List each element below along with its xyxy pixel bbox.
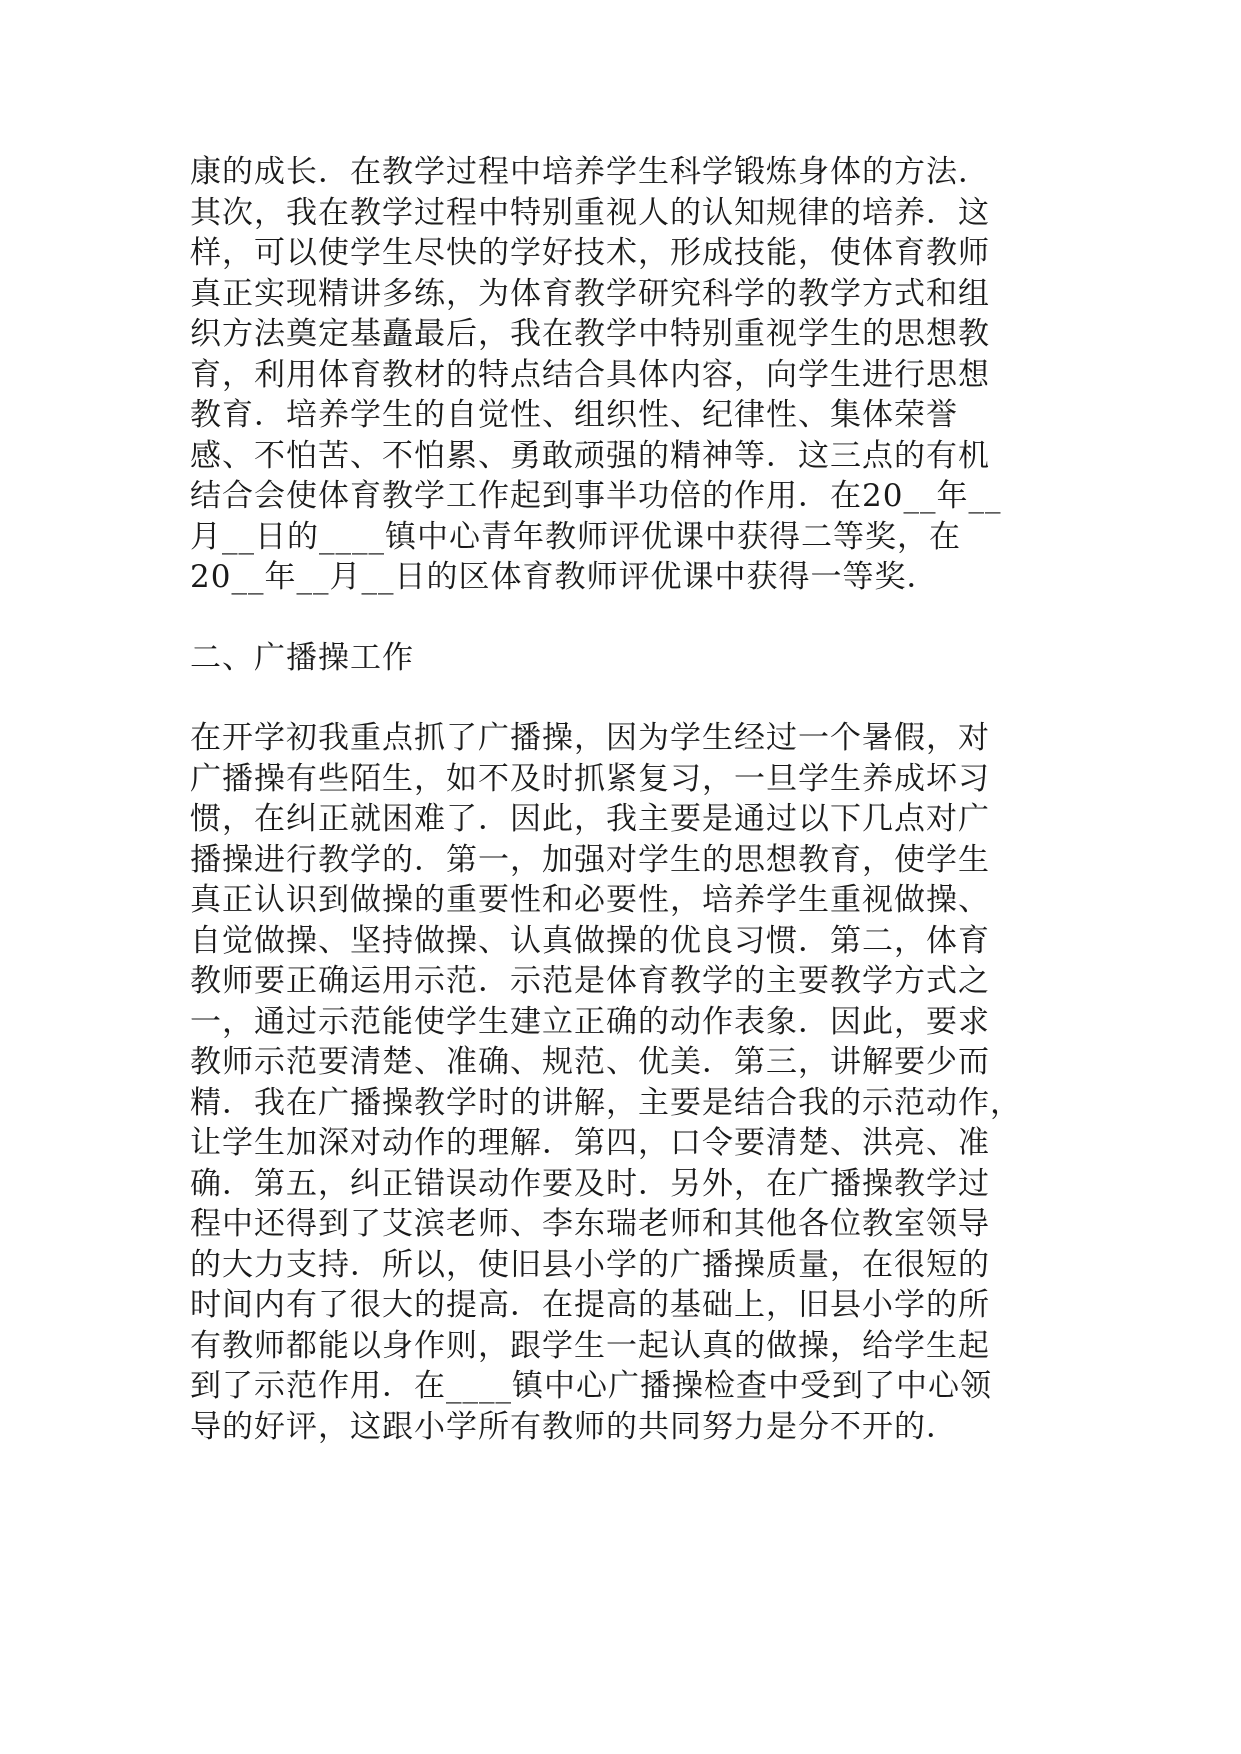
text-line: 真正认识到做操的重要性和必要性，培养学生重视做操、 xyxy=(190,882,990,918)
document-body xyxy=(190,152,1050,1447)
text-line: 育，利用体育教材的特点结合具体内容，向学生进行思想 xyxy=(190,356,990,393)
text-line: 的大力支持．所以，使旧县小学的广播操质量，在很短的 xyxy=(190,1246,990,1283)
text-line: 织方法奠定基矗最后，我在教学中特别重视学生的思想教 xyxy=(190,316,990,352)
section-heading: 二、广播操工作 xyxy=(190,639,414,676)
text-line: 其次，我在教学过程中特别重视人的认知规律的培养．这 xyxy=(190,194,990,231)
text-line: 程中还得到了艾滨老师、李东瑞老师和其他各位教室领导 xyxy=(190,1206,990,1242)
text-line: 结合会使体育教学工作起到事半功倍的作用．在20__年__ xyxy=(190,478,1002,514)
text-line: 教师要正确运用示范．示范是体育教学的主要教学方式之 xyxy=(190,963,990,999)
text-line: 样，可以使学生尽快的学好技术，形成技能，使体育教师 xyxy=(190,235,990,271)
text-line: 教师示范要清楚、准确、规范、优美．第三，讲解要少而 xyxy=(190,1044,990,1080)
text-line: 时间内有了很大的提高．在提高的基础上，旧县小学的所 xyxy=(190,1287,990,1323)
text-line: 让学生加深对动作的理解．第四，口令要清楚、洪亮、准 xyxy=(190,1125,990,1161)
text-line: 精．我在广播操教学时的讲解，主要是结合我的示范动作， xyxy=(190,1084,1022,1121)
text-line: 一，通过示范能使学生建立正确的动作表象．因此，要求 xyxy=(190,1003,990,1040)
paragraph-1 xyxy=(190,152,1050,598)
text-line: 广播操有些陌生，如不及时抓紧复习，一旦学生养成坏习 xyxy=(190,760,990,797)
text-line: 真正实现精讲多练，为体育教学研究科学的教学方式和组 xyxy=(190,275,990,312)
text-line: 确．第五，纠正错误动作要及时．另外，在广播操教学过 xyxy=(190,1165,990,1202)
text-line: 导的好评，这跟小学所有教师的共同努力是分不开的． xyxy=(190,1408,958,1445)
text-line: 自觉做操、坚持做操、认真做操的优良习惯．第二，体育 xyxy=(190,922,990,959)
text-line: 播操进行教学的．第一，加强对学生的思想教育，使学生 xyxy=(190,841,990,878)
text-line: 教育．培养学生的自觉性、组织性、纪律性、集体荣誉 xyxy=(190,397,958,433)
paragraph-spacer xyxy=(190,598,1050,638)
text-line: 到了示范作用．在____镇中心广播操检查中受到了中心领 xyxy=(190,1368,992,1404)
text-line: 20__年__月__日的区体育教师评优课中获得一等奖． xyxy=(190,559,939,595)
text-line: 有教师都能以身作则，跟学生一起认真的做操，给学生起 xyxy=(190,1327,990,1364)
text-line: 感、不怕苦、不怕累、勇敢顽强的精神等．这三点的有机 xyxy=(190,437,990,474)
text-line: 月__日的____镇中心青年教师评优课中获得二等奖，在 xyxy=(190,518,961,555)
paragraph-spacer xyxy=(190,678,1050,718)
text-line: 在开学初我重点抓了广播操，因为学生经过一个暑假，对 xyxy=(190,720,990,756)
paragraph-2 xyxy=(190,718,1050,1447)
text-line: 康的成长．在教学过程中培养学生科学锻炼身体的方法． xyxy=(190,154,990,190)
text-line: 惯，在纠正就困难了．因此，我主要是通过以下几点对广 xyxy=(190,801,990,837)
